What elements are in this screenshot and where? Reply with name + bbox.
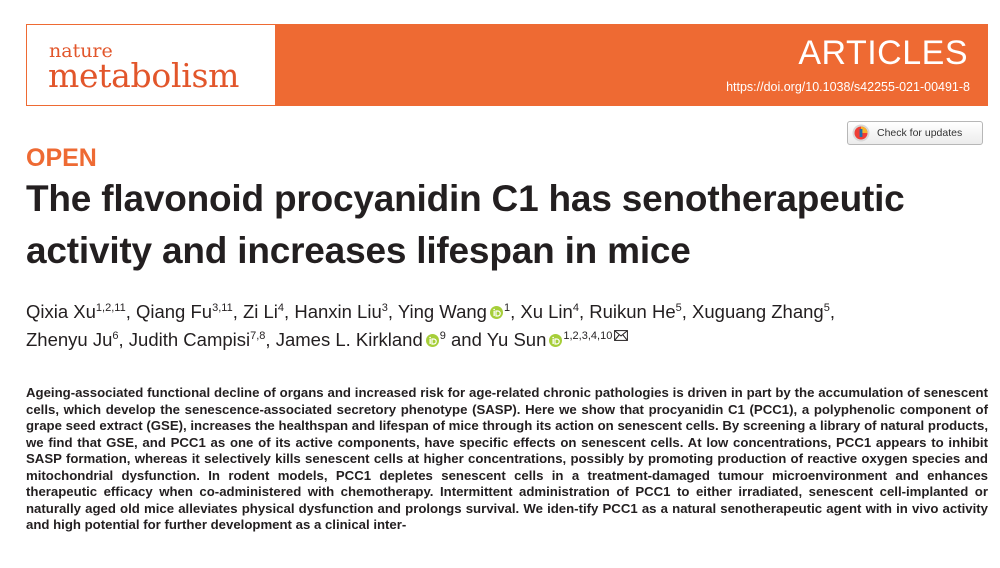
author-name[interactable]: Xuguang Zhang — [692, 301, 824, 322]
article-title: The flavonoid procyanidin C1 has senotherapeutic activity and increases lifespan in mice — [26, 178, 905, 271]
affiliation-marker[interactable]: 5 — [823, 302, 830, 314]
journal-logo[interactable] — [26, 24, 276, 106]
abstract: Ageing-associated functional decline of organs and increased risk for age-related chronic pathologies is driven in part by the accumulation of senescent cells, which develop the senescence-associated secretory phenotype (SASP). Here we show that procyanidin C1 (PCC1), a polyphenolic component of grape seed extract (GSE), increases the healthspan and lifespan of mice through its action on senescent cells. By screening a library of natural products, we find that GSE, and PCC1 as one of its active components, have specific effects on senescent cells. At low concentrations, PCC1 appears to inhibit SASP formation, whereas it selectively kills senescent cells at higher concentrations, possibly by promoting production of reactive oxygen species and mitochondrial dysfunction. In rodent models, PCC1 depletes senescent cells in a treatment-damaged tumour microenvironment and enhances therapeutic efficacy when co-administered with chemotherapy. Intermittent administration of PCC1 to either irradiated, senescent cell-implanted or naturally aged old mice alleviates physical dysfunction and prolongs survival. We iden-tify PCC1 as a natural senotherapeutic agent with in vivo activity and high potential for further development as a clinical inter- — [26, 385, 988, 532]
orcid-icon[interactable] — [549, 334, 562, 347]
logo-nature-text: nature — [49, 40, 113, 62]
author-name[interactable]: James L. Kirkland — [275, 328, 423, 350]
author-name[interactable]: Judith Campisi — [128, 328, 251, 350]
author-name[interactable]: Xu Lin — [520, 301, 573, 322]
doi-link[interactable]: https://doi.org/10.1038/s42255-021-00491-8 — [726, 80, 970, 94]
affiliation-marker[interactable]: 4 — [277, 302, 285, 314]
affiliation-marker[interactable]: 1 — [503, 302, 511, 314]
logo-metabolism-text: metabolism — [48, 56, 240, 95]
mail-icon[interactable] — [614, 330, 628, 341]
affiliation-marker[interactable]: 1,2,3,4,10 — [563, 329, 613, 342]
open-access-label: OPEN — [26, 144, 97, 172]
affiliation-marker[interactable]: 6 — [112, 329, 119, 342]
author-conjunction: and — [451, 328, 482, 350]
affiliation-marker[interactable]: 3 — [381, 302, 388, 314]
author-name[interactable]: Qixia Xu — [26, 301, 96, 322]
author-name[interactable]: Zi Li — [242, 301, 278, 322]
check-for-updates-label: Check for updates — [877, 127, 963, 139]
author-name[interactable]: Yu Sun — [486, 328, 547, 350]
affiliation-marker[interactable]: 4 — [572, 302, 579, 314]
affiliation-marker[interactable]: 5 — [675, 302, 682, 314]
crossmark-icon — [852, 124, 870, 142]
author-list: Qixia Xu$^{1,2,11}$, Qiang Fu$^{3,11}$, Zi Li$^4$, Hanxin Liu$^3$, Ying Wang $^1$, Xu Lin$^4$, Ruikun He$^5$, Xuguang Zhang$^5$, Zhenyu Ju$^6$, Judith Campisi$^{7,8}$, James L. Kirkland $^9$ and Yu Sun $^{1,2,3,4,10}$ — [26, 301, 835, 350]
affiliation-marker[interactable]: 7,8 — [250, 329, 266, 342]
author-name[interactable]: Ruikun He — [589, 301, 676, 322]
author-name[interactable]: Hanxin Liu — [294, 301, 382, 322]
check-for-updates-button[interactable] — [847, 121, 983, 145]
author-name[interactable]: Zhenyu Ju — [26, 328, 113, 350]
orcid-icon[interactable] — [426, 334, 439, 347]
affiliation-marker[interactable]: 1,2,11 — [95, 302, 126, 314]
author-name[interactable]: Ying Wang — [397, 301, 487, 322]
author-name[interactable]: Qiang Fu — [135, 301, 213, 322]
section-label: ARTICLES — [798, 34, 968, 72]
orcid-icon[interactable] — [490, 306, 503, 319]
affiliation-marker[interactable]: 9 — [439, 329, 446, 342]
affiliation-marker[interactable]: 3,11 — [212, 302, 233, 314]
journal-header — [26, 24, 988, 106]
